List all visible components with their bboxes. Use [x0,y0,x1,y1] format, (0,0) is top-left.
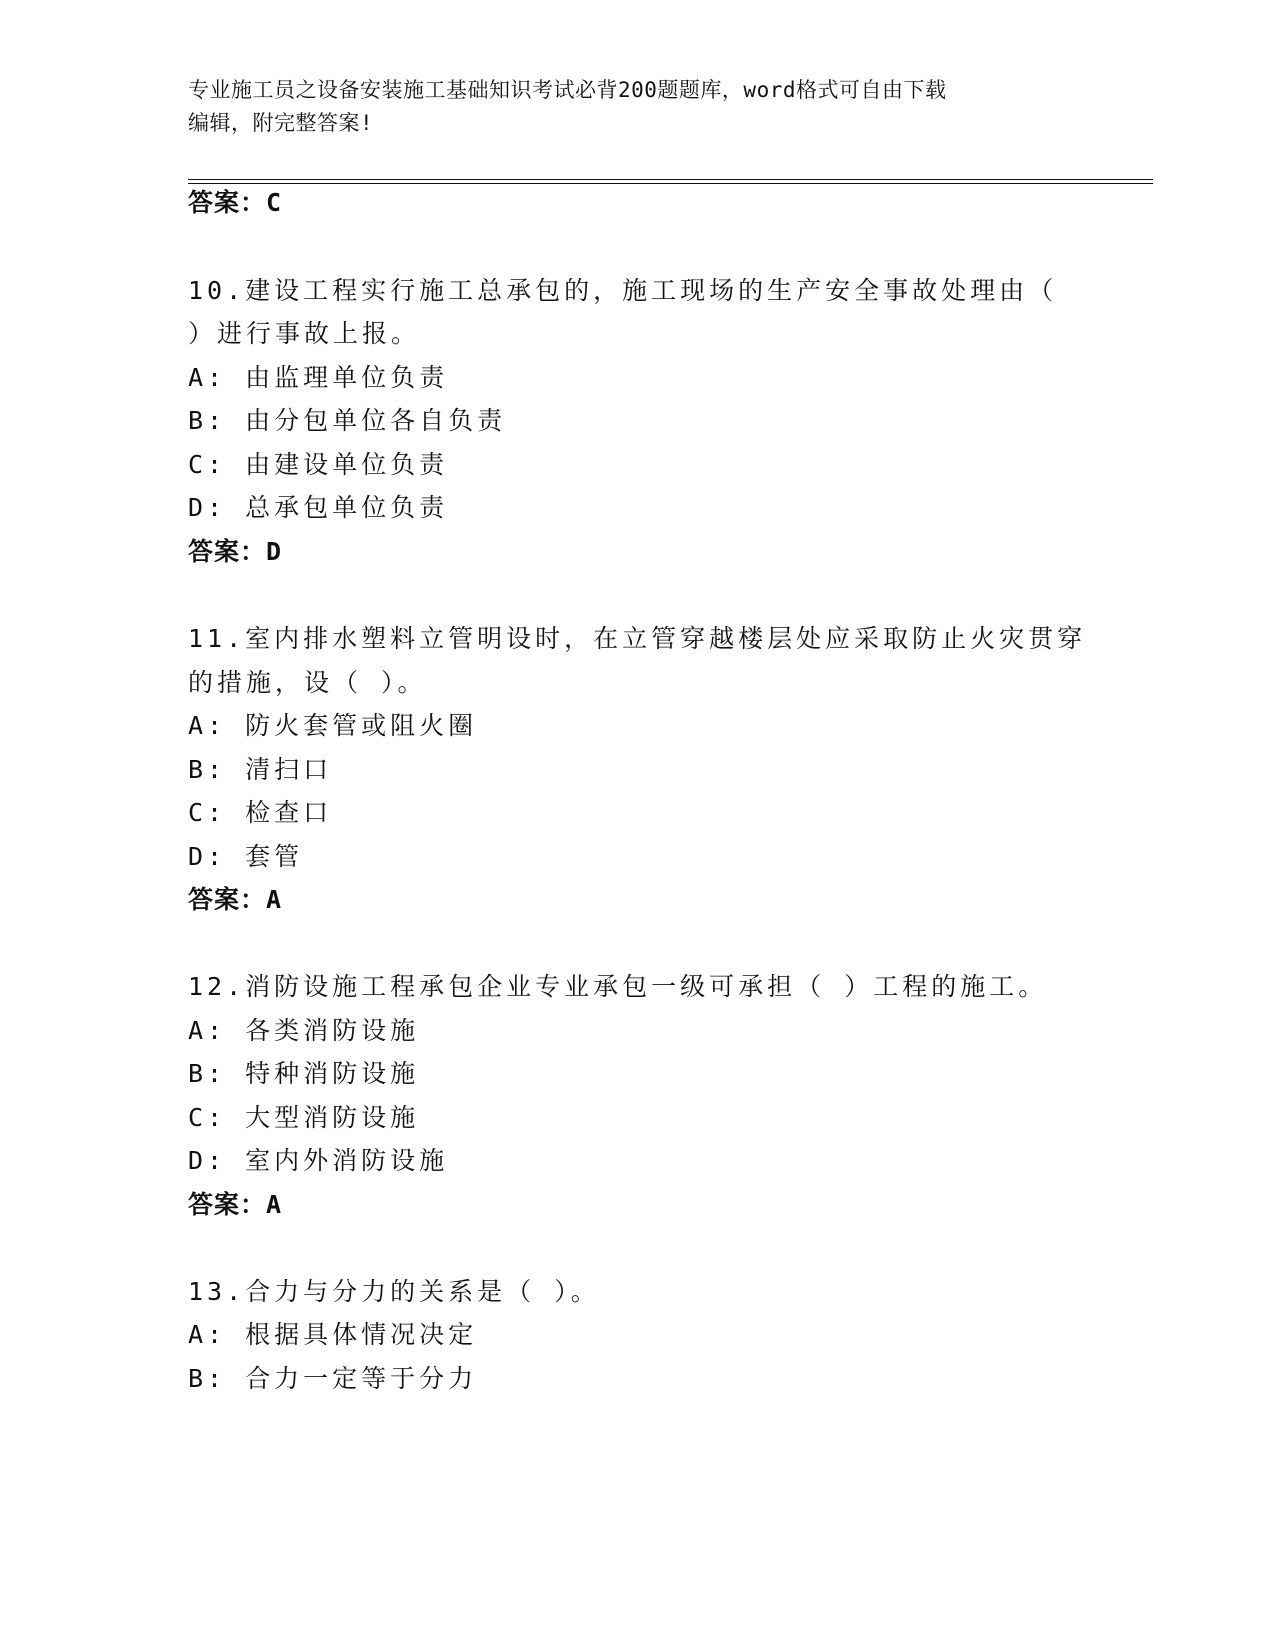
question-13-option-b: B: 合力一定等于分力 [188,1364,478,1393]
question-10-option-b: B: 由分包单位各自负责 [188,406,507,435]
question-12-option-b: B: 特种消防设施 [188,1059,420,1088]
question-10-text-line-1: 10.建设工程实行施工总承包的，施工现场的生产安全事故处理由（ [188,276,1058,305]
question-10-text-line-2: ）进行事故上报。 [188,319,421,348]
question-10-answer: 答案：D [188,537,283,566]
document-header [188,74,1088,140]
question-11-text-line-1: 11.室内排水塑料立管明设时，在立管穿越楼层处应采取防止火灾贯穿 [188,624,1087,653]
header-divider-top [188,179,1153,180]
previous-answer: 答案：C [188,188,283,217]
question-12-option-a: A: 各类消防设施 [188,1016,420,1045]
question-10-option-c: C: 由建设单位负责 [188,450,449,479]
question-11-option-b: B: 清扫口 [188,755,333,784]
question-11-option-a: A: 防火套管或阻火圈 [188,711,478,740]
question-11-text-line-2: 的措施，设（ ）。 [188,668,427,697]
question-13-option-a: A: 根据具体情况决定 [188,1320,478,1349]
question-11-option-c: C: 检查口 [188,798,333,827]
question-10-option-a: A: 由监理单位负责 [188,363,449,392]
question-11-option-d: D: 套管 [188,842,304,871]
question-11-answer: 答案：A [188,885,283,914]
header-divider-bottom [188,183,1153,184]
question-12-option-d: D: 室内外消防设施 [188,1146,449,1175]
question-12-answer: 答案：A [188,1190,283,1219]
header-title-line-1: 专业施工员之设备安装施工基础知识考试必背200题题库，word格式可自由下载 [188,78,947,102]
header-title-line-2: 编辑，附完整答案! [188,111,374,135]
question-12-option-c: C: 大型消防设施 [188,1103,420,1132]
question-12-text-line-1: 12.消防设施工程承包企业专业承包一级可承担（ ）工程的施工。 [188,972,1048,1001]
question-13-text-line-1: 13.合力与分力的关系是（ ）。 [188,1277,600,1306]
question-10-option-d: D: 总承包单位负责 [188,493,449,522]
